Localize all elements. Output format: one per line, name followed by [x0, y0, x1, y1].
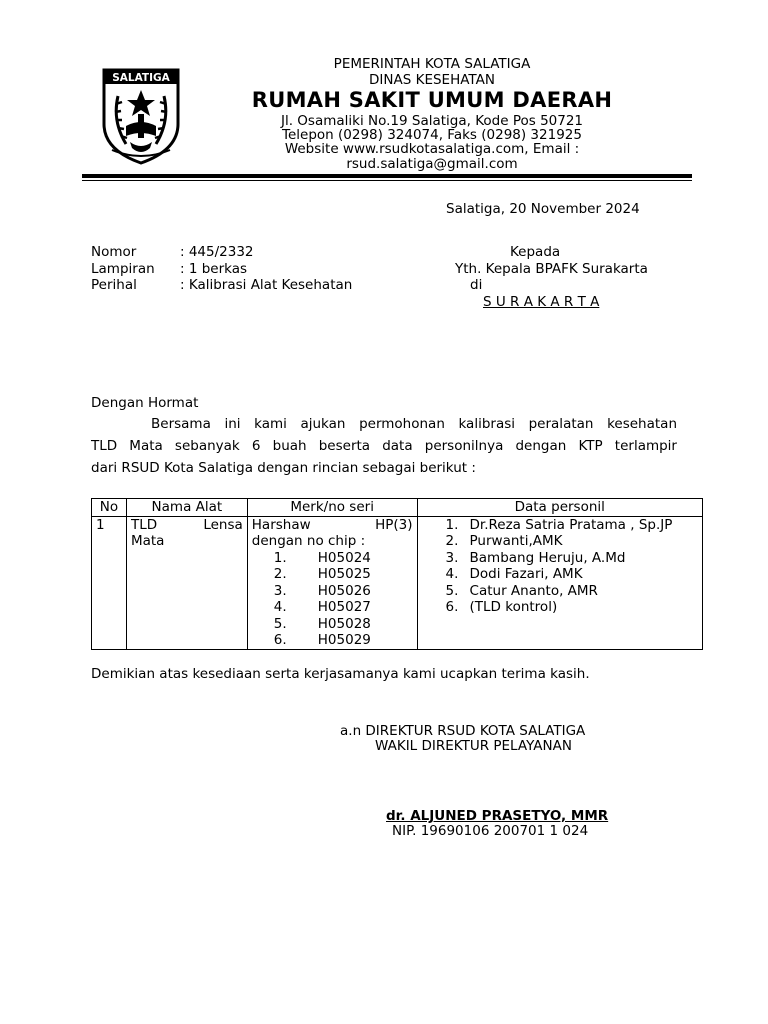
salatiga-city-emblem — [100, 66, 182, 166]
cell-merk — [247, 516, 417, 649]
recipient-di: di — [470, 277, 483, 293]
signatory-title-2: WAKIL DIREKTUR PELAYANAN — [375, 738, 572, 754]
header-divider-thin — [82, 180, 692, 181]
alat-text-b: Lensa — [203, 516, 243, 533]
govt-line: PEMERINTAH KOTA SALATIGA — [333, 56, 531, 72]
header-personil: Data personil — [417, 499, 702, 517]
cell-personil — [417, 516, 702, 649]
recipient-yth: Yth. Kepala BPAFK Surakarta — [455, 261, 648, 277]
alat-text-a: TLD — [130, 516, 158, 533]
calibration-table — [91, 498, 703, 650]
chip-item: 3. H05026 — [273, 582, 371, 599]
recipient-kepada: Kepada — [510, 244, 561, 260]
cell-nama-alat — [126, 516, 247, 649]
letter-date: Salatiga, 20 November 2024 — [446, 201, 640, 217]
recipient-city: S U R A K A R T A — [483, 294, 600, 310]
paragraph-line-1: Bersama ini kami ajukan permohonan kalibrasi peralatan kesehatan — [151, 416, 677, 432]
address-line: Jl. Osamaliki No.19 Salatiga, Kode Pos 50721 — [280, 113, 584, 129]
phone-line: Telepon (0298) 324074, Faks (0298) 321925 — [282, 127, 582, 143]
closing-sentence: Demikian atas kesediaan serta kerjasamanya kami ucapkan terima kasih. — [91, 666, 590, 682]
perihal-label: Perihal — [91, 277, 137, 293]
header-divider-thick — [82, 174, 692, 178]
chip-item: 5. H05028 — [273, 615, 371, 632]
chip-item: 2. H05025 — [273, 566, 371, 582]
email-line: rsud.salatiga@gmail.com — [346, 156, 518, 172]
paragraph-line-2: TLD Mata sebanyak 6 buah beserta data personilnya dengan KTP terlampir — [91, 438, 677, 454]
table-row — [92, 516, 703, 649]
list-item: 4. Dodi Fazari, AMK — [445, 566, 583, 582]
hospital-title: RUMAH SAKIT UMUM DAERAH — [251, 88, 613, 112]
list-item: 2. Purwanti,AMK — [445, 533, 563, 549]
dept-line: DINAS KESEHATAN — [369, 72, 495, 88]
emblem-label: SALATIGA — [112, 72, 170, 84]
list-item: 1. Dr.Reza Satria Pratama , Sp.JP — [445, 516, 673, 533]
signatory-name: dr. ALJUNED PRASETYO, MMR — [386, 808, 609, 824]
chip-item: 4. H05027 — [273, 599, 371, 615]
merk-text-a: Harshaw — [251, 516, 311, 533]
personil-list — [446, 517, 698, 616]
signatory-nip: NIP. 19690106 200701 1 024 — [392, 823, 589, 839]
chip-item: 6. H05029 — [273, 632, 371, 648]
list-item: 5. Catur Ananto, AMR — [445, 582, 598, 599]
table-header-row — [92, 499, 703, 517]
paragraph-line-3: dari RSUD Kota Salatiga dengan rincian sebagai berikut : — [91, 460, 476, 476]
list-item: 6. (TLD kontrol) — [445, 599, 558, 615]
lampiran-label: Lampiran — [91, 261, 155, 277]
merk-text-c: dengan no chip : — [251, 533, 366, 549]
nomor-value: : 445/2332 — [180, 244, 254, 260]
chip-item: 1. H05024 — [273, 549, 371, 566]
salutation: Dengan Hormat — [91, 395, 199, 411]
perihal-value: : Kalibrasi Alat Kesehatan — [180, 277, 353, 293]
header-merk: Merk/no seri — [247, 499, 417, 517]
signatory-title-1: a.n DIREKTUR RSUD KOTA SALATIGA — [340, 723, 586, 739]
header-no: No — [92, 499, 127, 517]
website-line: Website www.rsudkotasalatiga.com, Email : — [284, 141, 580, 157]
nomor-label: Nomor — [91, 244, 137, 260]
alat-text-c: Mata — [130, 533, 165, 549]
cell-no: 1 — [92, 516, 127, 649]
merk-text-b: HP(3) — [375, 516, 413, 533]
list-item: 3. Bambang Heruju, A.Md — [445, 549, 626, 566]
lampiran-value: : 1 berkas — [180, 261, 248, 277]
header-nama-alat: Nama Alat — [126, 499, 247, 517]
